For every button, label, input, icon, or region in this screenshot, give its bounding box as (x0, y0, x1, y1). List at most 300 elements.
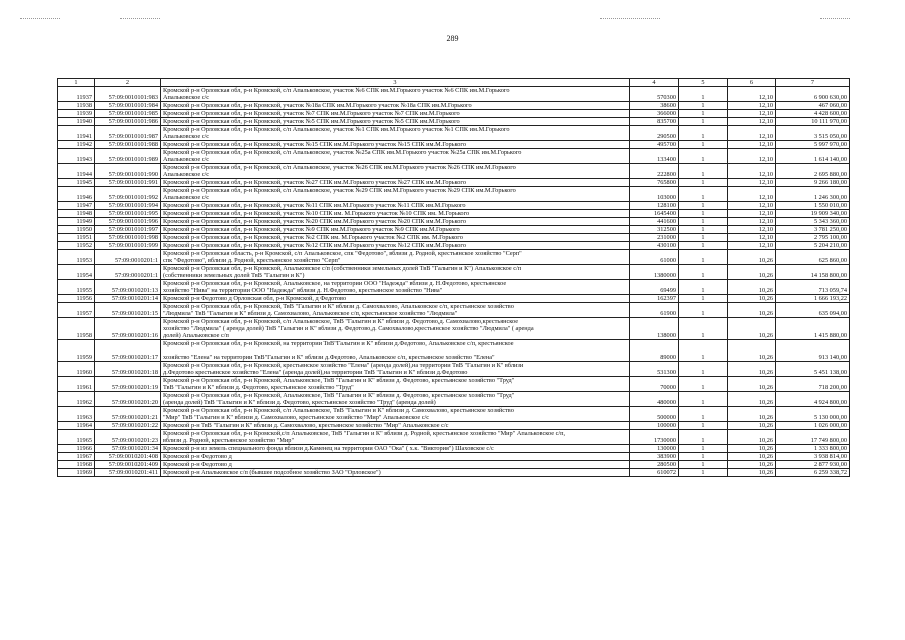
area-value: 495700 (630, 141, 679, 149)
sum-value: 6 900 630,00 (776, 87, 850, 102)
col5-value: 1 (679, 461, 728, 469)
rate-value: 12,10 (728, 179, 776, 187)
row-number: 11958 (58, 318, 95, 340)
row-number: 11943 (58, 149, 95, 164)
description-line: Кромской р-н Орловская обл, р-н Кромской, с/п Апальковское, участок №1 СПК им.М.Горького участок №1 СПК им.М.Горького (163, 126, 510, 133)
sum-value: 2 795 100,00 (776, 234, 850, 242)
column-header: 3 (161, 79, 630, 87)
description-line: Кромской р-н Орловская обл, р-н Кромской, Апальковское с/п (собственники земельных долей ТвВ "Галыгин и К") Апальковское с/п (163, 265, 522, 272)
col5-value: 1 (679, 453, 728, 461)
table-row (58, 265, 850, 280)
description-line: Апальковское с/с (163, 171, 210, 178)
description-cell (161, 340, 630, 362)
cadastral-number: 57:09:0010201:13 (95, 280, 161, 295)
cadastral-number: 57:09:0010201:34 (95, 445, 161, 453)
area-value: 103000 (630, 187, 679, 202)
description-line: Кромской р-н Орловская обл, р-н Кромской, Апальковское, на территории ООО "Надежда" вблизи д. Н.Федотово, крестьянское (163, 280, 507, 287)
area-value: 280500 (630, 461, 679, 469)
description-cell (161, 362, 630, 377)
row-number: 11966 (58, 445, 95, 453)
area-value: 133400 (630, 149, 679, 164)
page-number: 289 (446, 34, 459, 43)
description-line (163, 347, 627, 354)
sum-value: 3 938 814,00 (776, 453, 850, 461)
description-line: Кромской р-н Орловская обл, р-н Кромской, участок №18а СПК им.М.Горького участок №18а СПК им.М.Горького (163, 102, 472, 109)
description-line: Кромской р-н Орловская обл, р-н Кромской, участок №10 СПК им. М.Горького участок №10 СПК им. М.Горького (163, 210, 470, 217)
area-value: 610072 (630, 469, 679, 477)
rate-value: 10,26 (728, 340, 776, 362)
row-number: 11942 (58, 141, 95, 149)
rate-value: 10,26 (728, 362, 776, 377)
rate-value: 12,10 (728, 226, 776, 234)
table-row (58, 392, 850, 407)
area-value: 430100 (630, 242, 679, 250)
table-row (58, 149, 850, 164)
cadastral-number: 57:09:0010201:15 (95, 303, 161, 318)
col5-value: 1 (679, 430, 728, 445)
row-number: 11940 (58, 118, 95, 126)
sum-value: 3 781 250,00 (776, 226, 850, 234)
rate-value: 12,10 (728, 149, 776, 164)
row-number: 11961 (58, 377, 95, 392)
row-number: 11955 (58, 280, 95, 295)
cadastral-number: 57:09:0010101:990 (95, 164, 161, 179)
table-row (58, 141, 850, 149)
sum-value: 5 130 000,00 (776, 407, 850, 422)
description-cell (161, 102, 630, 110)
area-value: 38600 (630, 102, 679, 110)
area-value: 383900 (630, 453, 679, 461)
description-line: Кромской р-н Орловская обл, р-н Кромской, участок №5 СПК им.М.Горького участок №5 СПК им.М.Горького (163, 118, 460, 125)
description-line: Кромской р-н Орловская обл, р-н Кромской, с/п Апальковское, ТвВ "Галыгин и К" вблизи д. Самохвалово, крестьянское хозяйство (163, 407, 514, 414)
rate-value: 10,26 (728, 430, 776, 445)
row-number: 11938 (58, 102, 95, 110)
rate-value: 12,10 (728, 187, 776, 202)
col5-value: 1 (679, 265, 728, 280)
rate-value: 10,26 (728, 392, 776, 407)
sum-value: 713 059,74 (776, 280, 850, 295)
area-value: 312500 (630, 226, 679, 234)
sum-value: 1 333 800,00 (776, 445, 850, 453)
description-cell (161, 179, 630, 187)
cadastral-number: 57:09:0010101:986 (95, 118, 161, 126)
description-line: Кромской р-н из земель специального фонда вблизи д.Каменец на территории ОАО "Ока" ( х.к. "Виктория") Шаховское с/с (163, 445, 494, 452)
row-number: 11953 (58, 250, 95, 265)
table-row (58, 187, 850, 202)
area-value: 480000 (630, 392, 679, 407)
description-line: хозяйство "Елена" на территории ТвВ"Галыгин и К" вблизи д.Федотово, Апальковское с/п, крестьянское хозяйство "Елена" (163, 354, 495, 361)
table-row (58, 102, 850, 110)
row-number: 11946 (58, 187, 95, 202)
sum-value: 718 200,00 (776, 377, 850, 392)
table-row (58, 118, 850, 126)
description-cell (161, 149, 630, 164)
col5-value: 1 (679, 407, 728, 422)
table-row (58, 430, 850, 445)
scan-artifact (120, 18, 160, 20)
description-line: Кромской р-н Орловская обл, р-н Кромской, Апальковское, ТвВ "Галыгин и К" вблизи д. Федотово, крестьянское хозяйство "Труд" (163, 377, 515, 384)
row-number: 11969 (58, 469, 95, 477)
row-number: 11956 (58, 295, 95, 303)
description-line: Апальковское с/с (163, 94, 210, 101)
sum-value: 10 111 970,00 (776, 118, 850, 126)
col5-value: 1 (679, 149, 728, 164)
description-cell (161, 87, 630, 102)
area-value: 138000 (630, 318, 679, 340)
rate-value: 10,26 (728, 318, 776, 340)
row-number: 11939 (58, 110, 95, 118)
description-cell (161, 422, 630, 430)
table-row (58, 218, 850, 226)
description-cell (161, 110, 630, 118)
description-line: "Мир" ТвВ "Галыгин и К" вблизи д. Самохвалово, крестьянское хозяйство "Мир" Апальковское с/с (163, 414, 430, 421)
column-header: 7 (776, 79, 850, 87)
description-line: Кромской р-н Орловская обл, р-н Кромской,с/п Апальковское, ТвВ "Галыгин и К" вблизи д. Родной, крестьянское хозяйство "Мир" Апальковское с/п, (163, 430, 566, 437)
description-line: "Людмила" ТвВ "Галыгин и К" вблизи д. Самохвалово, Апальковское с/п, крестьянское хозяйство "Людмила" (163, 310, 458, 317)
description-cell (161, 164, 630, 179)
description-cell (161, 202, 630, 210)
area-value: 1730000 (630, 430, 679, 445)
description-line: Апальковское с/с (163, 133, 210, 140)
cadastral-number: 57:09:0010201:1 (95, 250, 161, 265)
rate-value: 12,10 (728, 234, 776, 242)
description-line: Кромской р-н Федотово д (163, 461, 232, 468)
rate-value: 12,10 (728, 102, 776, 110)
row-number: 11944 (58, 164, 95, 179)
description-line: Апальковское с/с (163, 156, 210, 163)
table-row (58, 295, 850, 303)
description-line: Кромской р-н Орловская обл, р-н Кромской, ТвВ "Галыгин и К" вблизи д. Самохвалово, Апальковское с/п, крестьянское хозяйство (163, 303, 514, 310)
sum-value: 4 924 800,00 (776, 392, 850, 407)
col5-value: 1 (679, 445, 728, 453)
row-number: 11950 (58, 226, 95, 234)
description-line: Кромской р-н Апальковское с/п (бывшее подсобное хозяйство ЗАО "Орловское") (163, 469, 381, 476)
area-value: 231000 (630, 234, 679, 242)
row-number: 11964 (58, 422, 95, 430)
col5-value: 1 (679, 234, 728, 242)
description-line: Кромской р-н Орловская обл, р-н Кромской, крестьянское хозяйство "Елена" (аренда долей),на территории ТвВ "Галыгин и К" вблизи (163, 362, 524, 369)
table-row (58, 250, 850, 265)
rate-value: 10,26 (728, 377, 776, 392)
cadastral-number: 57:09:0010101:984 (95, 102, 161, 110)
col5-value: 1 (679, 102, 728, 110)
column-header: 4 (630, 79, 679, 87)
area-value: 89000 (630, 340, 679, 362)
rate-value: 10,26 (728, 407, 776, 422)
column-header: 5 (679, 79, 728, 87)
cadastral-number: 57:09:0010101:996 (95, 218, 161, 226)
row-number: 11951 (58, 234, 95, 242)
rate-value: 10,26 (728, 445, 776, 453)
table-row (58, 461, 850, 469)
area-value: 162397 (630, 295, 679, 303)
col5-value: 1 (679, 187, 728, 202)
col5-value: 1 (679, 110, 728, 118)
table-row (58, 164, 850, 179)
col5-value: 1 (679, 250, 728, 265)
row-number: 11941 (58, 126, 95, 141)
area-value: 100000 (630, 422, 679, 430)
sum-value: 625 860,00 (776, 250, 850, 265)
description-line: хозяйство "Людмила" ( аренда долей) ТвВ "Галыгин и К" вблизи д. Федотово,д. Самохвалово,крестьянское хозяйство "Людмила" ( аренда (163, 325, 534, 332)
rate-value: 12,10 (728, 202, 776, 210)
cadastral-number: 57:09:0010101:992 (95, 187, 161, 202)
table-row (58, 469, 850, 477)
header-row (58, 79, 850, 87)
table-row (58, 87, 850, 102)
description-cell (161, 218, 630, 226)
description-line: Кромской р-н Орловская область, р-н Кромской, с/п Апальковское, спк "Федотово", вблизи д. Родной, крестьянское хозяйство "Серп" (163, 250, 522, 257)
sum-value: 5 451 138,00 (776, 362, 850, 377)
cadastral-number: 57:09:0010101:987 (95, 126, 161, 141)
description-line: Кромской р-н Орловская обл, р-н Кромской, участок №11 СПК им.М.Горького участок №11 СПК им.М.Горького (163, 202, 466, 209)
description-cell (161, 250, 630, 265)
cadastral-number: 57:09:0010101:983 (95, 87, 161, 102)
description-cell (161, 445, 630, 453)
area-value: 1380000 (630, 265, 679, 280)
rate-value: 12,10 (728, 242, 776, 250)
rate-value: 10,26 (728, 303, 776, 318)
description-line: вблизи д. Родной, крестьянское хозяйство "Мир" (163, 437, 295, 444)
rate-value: 10,26 (728, 280, 776, 295)
description-line: Кромской р-н Орловская обл, р-н Кромской, с/п Апальковское, участок №25а СПК им.М.Горького участок №25а СПК им.М.Горького (163, 149, 522, 156)
col5-value: 1 (679, 141, 728, 149)
sum-value: 1 415 880,00 (776, 318, 850, 340)
scan-artifact (20, 18, 60, 20)
table-row (58, 422, 850, 430)
rate-value: 12,10 (728, 210, 776, 218)
description-line: Кромской р-н Орловская обл, р-н Кромской, на территории ТвВ"Галыгин и К" вблизи д.Федотово, Апальковское с/п, крестьянское (163, 340, 514, 347)
sum-value: 5 997 970,00 (776, 141, 850, 149)
area-value: 222800 (630, 164, 679, 179)
table-row (58, 318, 850, 340)
table-row (58, 303, 850, 318)
area-value: 1645400 (630, 210, 679, 218)
description-line: Кромской р-н Орловская обл, р-н Кромской, участок №12 СПК им.М.Горького участок №12 СПК им.М.Горького (163, 242, 467, 249)
table-row (58, 445, 850, 453)
description-line: Кромской р-н Орловская обл, р-н Кромской, с/п Апальковское, участок №29 СПК им.М.Горького участок №29 СПК им.М.Горького (163, 187, 516, 194)
table-row (58, 234, 850, 242)
rate-value: 12,10 (728, 141, 776, 149)
description-cell (161, 141, 630, 149)
table-row (58, 179, 850, 187)
col5-value: 1 (679, 242, 728, 250)
cadastral-number: 57:09:0010101:988 (95, 141, 161, 149)
col5-value: 1 (679, 280, 728, 295)
row-number: 11959 (58, 340, 95, 362)
row-number: 11968 (58, 461, 95, 469)
sum-value: 635 094,00 (776, 303, 850, 318)
description-line: Кромской р-н Федотово д Орловская обл, р-н Кромской, д Федотово (163, 295, 347, 302)
column-header: 6 (728, 79, 776, 87)
table-row (58, 226, 850, 234)
description-line: Кромской р-н Федотово д (163, 453, 232, 460)
description-cell (161, 234, 630, 242)
rate-value: 10,26 (728, 469, 776, 477)
table-row (58, 202, 850, 210)
row-number: 11949 (58, 218, 95, 226)
description-cell (161, 303, 630, 318)
column-header: 1 (58, 79, 95, 87)
rate-value: 10,26 (728, 250, 776, 265)
description-line: хозяйство "Нива" на территории ООО "Надежда" вблизи д. Н.Федотово, крестьянское хозяйство "Нива" (163, 287, 443, 294)
cadastral-number: 57:09:0010201:18 (95, 362, 161, 377)
area-value: 61900 (630, 303, 679, 318)
rate-value: 12,10 (728, 118, 776, 126)
area-value: 441600 (630, 218, 679, 226)
cadastral-number: 57:09:0010201:411 (95, 469, 161, 477)
area-value: 366000 (630, 110, 679, 118)
col5-value: 1 (679, 422, 728, 430)
description-cell (161, 453, 630, 461)
row-number: 11937 (58, 87, 95, 102)
cadastral-number: 57:09:0010101:985 (95, 110, 161, 118)
col5-value: 1 (679, 179, 728, 187)
description-cell (161, 392, 630, 407)
sum-value: 1 666 193,22 (776, 295, 850, 303)
description-line: Кромской р-н Орловская обл, р-н Кромской, участок №7 СПК им.М.Горького участок №7 СПК им.М.Горького (163, 110, 460, 117)
description-line: (аренда долей) ТвВ "Галыгин и К" вблизи д. Федотово, крестьянское хозяйство "Труд" (аренда долей) (163, 399, 436, 406)
description-cell (161, 318, 630, 340)
area-value: 130000 (630, 445, 679, 453)
description-line: (собственники земельных долей ТвВ "Галыгин и К") (163, 272, 305, 279)
table-row (58, 407, 850, 422)
col5-value: 1 (679, 340, 728, 362)
col5-value: 1 (679, 226, 728, 234)
rate-value: 12,10 (728, 87, 776, 102)
description-cell (161, 430, 630, 445)
table-row (58, 126, 850, 141)
description-line: Апальковское с/с (163, 194, 210, 201)
col5-value: 1 (679, 87, 728, 102)
row-number: 11965 (58, 430, 95, 445)
cadastral-number: 57:09:0010101:989 (95, 149, 161, 164)
description-line: долей) Апальковское с/п (163, 332, 229, 339)
sum-value: 6 259 338,72 (776, 469, 850, 477)
row-number: 11947 (58, 202, 95, 210)
row-number: 11967 (58, 453, 95, 461)
description-line: спк "Федотово", вблизи д. Родной, крестьянское хозяйство "Серп" (163, 257, 341, 264)
description-line: Кромской р-н Орловская обл, р-н Кромской, участок №27 СПК им.М.Горького участок №27 СПК им.М.Горького (163, 179, 467, 186)
cadastral-number: 57:09:0010201:1 (95, 265, 161, 280)
rate-value: 10,26 (728, 461, 776, 469)
row-number: 11945 (58, 179, 95, 187)
description-line: Кромской р-н Орловская обл, р-н Кромской, с/п Апальковское, ТвВ "Галыгин и К" вблизи д. Федотово,д. Самохвалово,крестьянское (163, 318, 519, 325)
col5-value: 1 (679, 202, 728, 210)
cadastral-number: 57:09:0010201:14 (95, 295, 161, 303)
area-value: 128100 (630, 202, 679, 210)
rate-value: 12,10 (728, 164, 776, 179)
description-cell (161, 210, 630, 218)
sum-value: 3 515 050,00 (776, 126, 850, 141)
description-line: Кромской р-н Орловская обл, р-н Кромской, участок №15 СПК им.М.Горького участок №15 СПК им.М.Горького (163, 141, 467, 148)
description-line: Кромской р-н Орловская обл, р-н Кромской, с/п Апальковское, участок №6 СПК им.М.Горького участок №6 СПК им.М.Горького (163, 87, 510, 94)
col5-value: 1 (679, 318, 728, 340)
column-header: 2 (95, 79, 161, 87)
row-number: 11960 (58, 362, 95, 377)
area-value: 500000 (630, 407, 679, 422)
col5-value: 1 (679, 303, 728, 318)
area-value: 69499 (630, 280, 679, 295)
description-line: Кромской р-н Орловская обл, р-н Кромской, участок №9 СПК им.М.Горького участок №9 СПК им.М.Горького (163, 226, 460, 233)
cadastral-number: 57:09:0010101:998 (95, 234, 161, 242)
rate-value: 12,10 (728, 110, 776, 118)
row-number: 11954 (58, 265, 95, 280)
table-row (58, 280, 850, 295)
table-row (58, 242, 850, 250)
description-cell (161, 187, 630, 202)
cadastral-number: 57:09:0010201:409 (95, 461, 161, 469)
area-value: 835700 (630, 118, 679, 126)
col5-value: 1 (679, 362, 728, 377)
description-line: Кромской р-н ТвВ "Галыгин и К" вблизи д. Самохвалово, крестьянское хозяйство "Мир" Апальковское с/с (163, 422, 449, 429)
col5-value: 1 (679, 218, 728, 226)
sum-value: 913 140,00 (776, 340, 850, 362)
table-row (58, 210, 850, 218)
description-cell (161, 265, 630, 280)
rate-value: 10,26 (728, 265, 776, 280)
description-line: Кромской р-н Орловская обл, р-н Кромской, участок №20 СПК им.М.Горького участок №20 СПК им.М.Горького (163, 218, 467, 225)
row-number: 11948 (58, 210, 95, 218)
description-line: ТвВ "Галыгин и К" вблизи д. Федотово, крестьянское хозяйство "Труд" (163, 384, 354, 391)
table-row (58, 453, 850, 461)
sum-value: 1 026 000,00 (776, 422, 850, 430)
table-row (58, 340, 850, 362)
sum-value: 5 343 360,00 (776, 218, 850, 226)
description-cell (161, 242, 630, 250)
sum-value: 2 877 930,00 (776, 461, 850, 469)
description-cell (161, 407, 630, 422)
rate-value: 12,10 (728, 126, 776, 141)
sum-value: 17 749 800,00 (776, 430, 850, 445)
description-cell (161, 280, 630, 295)
cadastral-number: 57:09:0010201:17 (95, 340, 161, 362)
land-register-table (57, 78, 850, 477)
sum-value: 1 246 300,00 (776, 187, 850, 202)
rate-value: 12,10 (728, 218, 776, 226)
area-value: 70000 (630, 377, 679, 392)
rate-value: 10,26 (728, 453, 776, 461)
description-cell (161, 469, 630, 477)
cadastral-number: 57:09:0010101:994 (95, 202, 161, 210)
cadastral-number: 57:09:0010201:19 (95, 377, 161, 392)
area-value: 765800 (630, 179, 679, 187)
sum-value: 19 909 340,00 (776, 210, 850, 218)
sum-value: 467 060,00 (776, 102, 850, 110)
cadastral-number: 57:09:0010101:997 (95, 226, 161, 234)
description-cell (161, 295, 630, 303)
description-line: Кромской р-н Орловская обл, р-н Кромской, Апальковское, ТвВ "Галыгин и К" вблизи д. Федотово, крестьянское хозяйство "Труд" (163, 392, 515, 399)
col5-value: 1 (679, 164, 728, 179)
col5-value: 1 (679, 126, 728, 141)
col5-value: 1 (679, 377, 728, 392)
description-cell (161, 118, 630, 126)
col5-value: 1 (679, 118, 728, 126)
col5-value: 1 (679, 392, 728, 407)
description-cell (161, 226, 630, 234)
description-cell (161, 377, 630, 392)
row-number: 11962 (58, 392, 95, 407)
description-line: Кромской р-н Орловская обл, р-н Кромской, участок №2 СПК им. М.Горького участок №2 СПК им. М.Горького (163, 234, 463, 241)
cadastral-number: 57:09:0010201:408 (95, 453, 161, 461)
description-line: д.Федотово крестьянское хозяйство "Елена" (аренда долей),на территории ТвВ "Галыгин и К" вблизи д.Федотово (163, 369, 468, 376)
cadastral-number: 57:09:0010101:995 (95, 210, 161, 218)
rate-value: 10,26 (728, 422, 776, 430)
sum-value: 4 428 600,00 (776, 110, 850, 118)
scan-artifact (820, 18, 850, 20)
table-row (58, 110, 850, 118)
table-row (58, 377, 850, 392)
